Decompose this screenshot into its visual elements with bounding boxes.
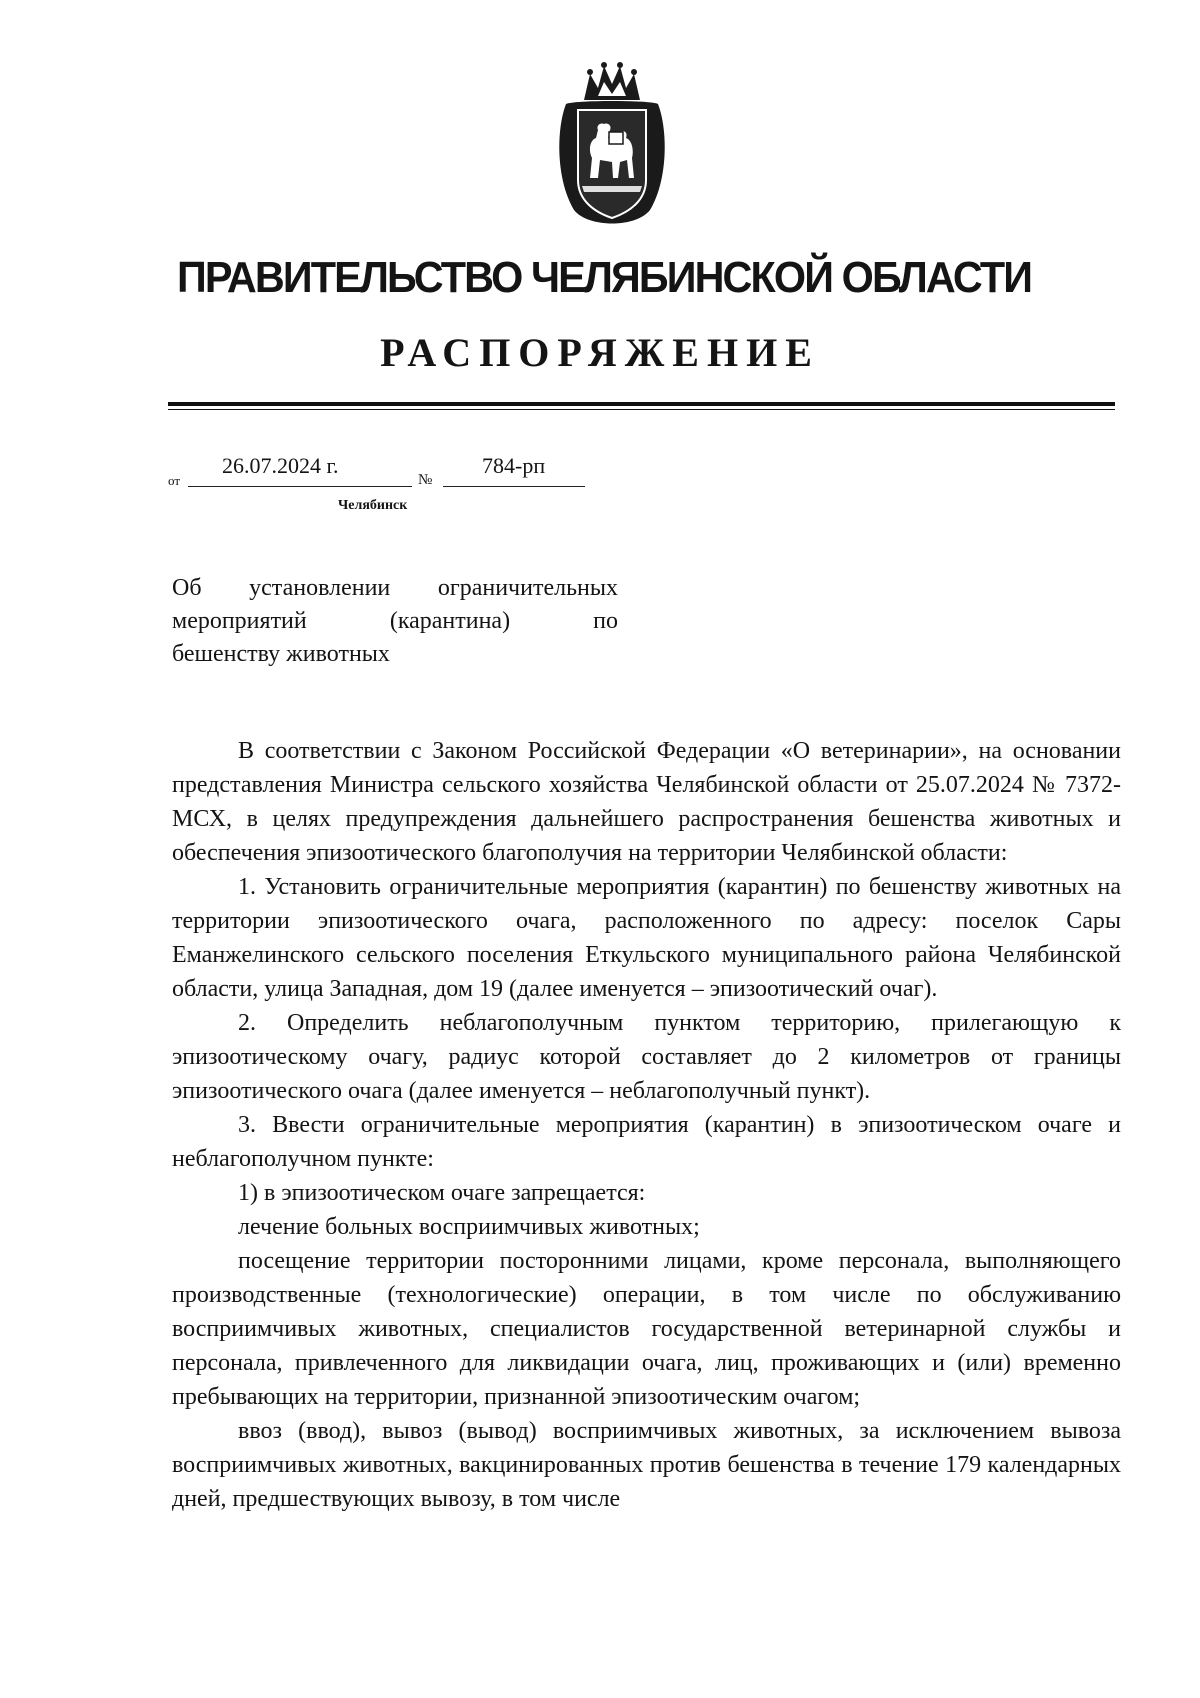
body-paragraph: 2. Определить неблагополучным пунктом территорию, прилегающую к эпизоотическому очагу, радиус которой составляет до 2 километров от границы эпизоотического очага (далее именуется – неблагополучный пункт). [172,1010,1121,1104]
header-divider-thin [168,409,1115,410]
coat-of-arms-emblem [554,60,670,232]
header-divider-thick [168,402,1115,406]
body-paragraph: ввоз (ввод), вывоз (вывод) восприимчивых животных, за исключением вывоза восприимчивых животных, вакцинированных против бешенства в течение 179 календарных дней, предшествующих вывозу, в том числе [172,1418,1121,1512]
number-underline [443,486,585,487]
date-underline [188,486,412,487]
body-paragraph: 3. Ввести ограничительные мероприятия (карантин) в эпизоотическом очаге и неблагополучном пункте: [172,1112,1121,1172]
subject-line: Об установлении ограничительных [172,575,618,601]
organization-title: ПРАВИТЕЛЬСТВО ЧЕЛЯБИНСКОЙ ОБЛАСТИ [177,253,1032,302]
document-city: Челябинск [338,498,408,513]
body-paragraph: лечение больных восприимчивых животных; [238,1214,700,1240]
subject-line: мероприятий (карантина) по [172,608,618,634]
document-date: 26.07.2024 г. [222,453,339,478]
body-paragraph: В соответствии с Законом Российской Федерации «О ветеринарии», на основании представления Министра сельского хозяйства Челябинской области от 25.07.2024 № 7372-МСХ, в целях предупреждения дальнейшего распространения бешенства животных и обеспечения эпизоотического благополучия на территории Челябинской области: [172,738,1121,866]
document-number: 784-рп [482,453,546,478]
body-paragraph: 1. Установить ограничительные мероприятия (карантин) по бешенству животных на территории эпизоотического очага, расположенного по адресу: поселок Сары Еманжелинского сельского поселения Еткульского муниципального района Челябинской области, улица Западная, дом 19 (далее именуется – эпизоотический очаг). [172,874,1121,1002]
date-prefix-label: от [168,473,181,488]
document-body [172,734,1121,1516]
number-prefix-label: № [418,472,433,488]
body-paragraph: 1) в эпизоотическом очаге запрещается: [238,1180,646,1206]
body-paragraph: посещение территории посторонними лицами, кроме персонала, выполняющего производственные (технологические) операции, в том числе по обслуживанию восприимчивых животных, специалистов государственной ветеринарной службы и персонала, привлеченного для ликвидации очага, лиц, проживающих и (или) временно пребывающих на территории, признанной эпизоотическим очагом; [172,1248,1121,1410]
document-subject [172,572,618,671]
subject-line: бешенству животных [172,641,390,667]
document-type-title: РАСПОРЯЖЕНИЕ [380,330,820,375]
